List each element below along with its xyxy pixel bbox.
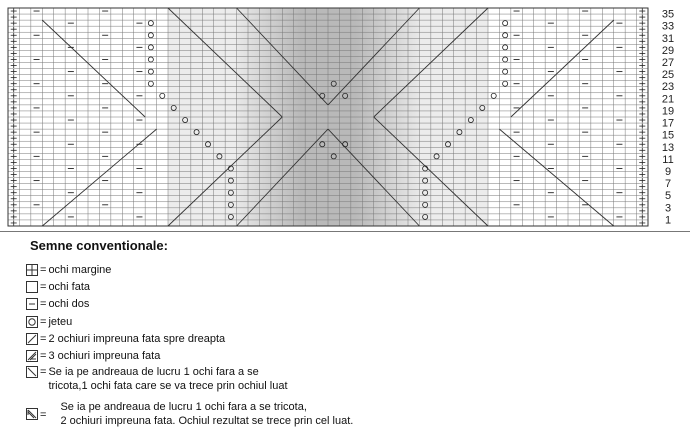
legend-item-sk2p <box>26 400 353 430</box>
row-number-label: 15 <box>661 129 675 142</box>
yarn-over-mark <box>148 81 153 86</box>
row-number-label: 35 <box>661 8 675 21</box>
yarn-over-mark <box>503 33 508 38</box>
legend-equals: = <box>40 333 47 345</box>
legend-item-yarn-over <box>26 315 72 331</box>
yarn-over-mark <box>160 93 165 98</box>
yarn-over-mark <box>148 57 153 62</box>
row-number-label: 3 <box>664 202 672 215</box>
row-number-label: 17 <box>661 117 675 130</box>
legend-item-k2tog <box>26 332 225 348</box>
yarn-over-mark <box>503 69 508 74</box>
legend-label-k2tog: 2 ochiuri impreuna fata spre dreapta <box>48 333 226 345</box>
legend-item-margin <box>26 263 111 279</box>
legend-label-margin: ochi margine <box>48 264 112 276</box>
yarn-over-mark <box>503 21 508 26</box>
legend-item-knit <box>26 280 90 296</box>
k2tog-right-icon <box>26 333 38 345</box>
row-number-label: 19 <box>661 105 675 118</box>
yarn-over-mark <box>503 81 508 86</box>
legend-equals: = <box>40 366 47 378</box>
row-number-label: 5 <box>664 190 672 203</box>
row-number-label: 31 <box>661 32 675 45</box>
legend-label-sk2p: Se ia pe andreaua de lucru 1 ochi fara a se tricota, 2 ochiuri impreuna fata. Ochiul rezultat se trece prin cel luat. <box>60 401 354 427</box>
row-number-label: 11 <box>662 153 674 166</box>
k3tog-icon <box>26 350 38 362</box>
legend-equals: = <box>40 298 47 310</box>
yarn-over-icon <box>26 316 38 328</box>
yarn-over-mark <box>148 45 153 50</box>
row-number-label: 23 <box>661 81 675 94</box>
skp-left-icon <box>26 366 38 378</box>
row-number-label: 29 <box>661 44 675 57</box>
row-number-label: 7 <box>664 178 672 191</box>
row-number-label: 33 <box>661 20 675 33</box>
legend-equals: = <box>40 350 47 362</box>
legend-item-k3tog <box>26 349 160 365</box>
legend-title: Semne conventionale: <box>30 238 168 253</box>
yarn-over-mark <box>503 45 508 50</box>
yarn-over-mark <box>148 69 153 74</box>
yarn-over-mark <box>148 21 153 26</box>
legend-equals: = <box>40 281 47 293</box>
legend-label-skp: Se ia pe andreaua de lucru 1 ochi fara a se tricota,1 ochi fata care se va trece prin ochiul luat <box>48 366 288 392</box>
yarn-over-mark <box>148 33 153 38</box>
legend-label-knit: ochi fata <box>48 281 91 293</box>
row-number-label: 21 <box>661 93 675 106</box>
row-number-label: 27 <box>661 57 675 69</box>
yarn-over-mark <box>503 57 508 62</box>
legend-item-skp <box>26 365 288 395</box>
yarn-over-mark <box>491 93 496 98</box>
sk2p-icon <box>26 408 38 420</box>
margin-stitch-icon <box>26 264 38 276</box>
legend-label-k3tog: 3 ochiuri impreuna fata <box>48 350 161 362</box>
knit-stitch-icon <box>26 281 38 293</box>
row-number-label: 9 <box>664 166 672 178</box>
legend-label-purl: ochi dos <box>48 298 90 310</box>
legend-label-yarn-over: jeteu <box>48 316 73 328</box>
legend-equals: = <box>40 316 47 328</box>
row-number-label: 25 <box>661 69 675 82</box>
row-number-label: 13 <box>661 141 675 154</box>
legend-item-purl <box>26 297 89 313</box>
purl-stitch-icon <box>26 298 38 310</box>
legend-equals: = <box>40 409 47 421</box>
legend-equals: = <box>40 264 47 276</box>
row-number-label: 1 <box>664 214 672 227</box>
